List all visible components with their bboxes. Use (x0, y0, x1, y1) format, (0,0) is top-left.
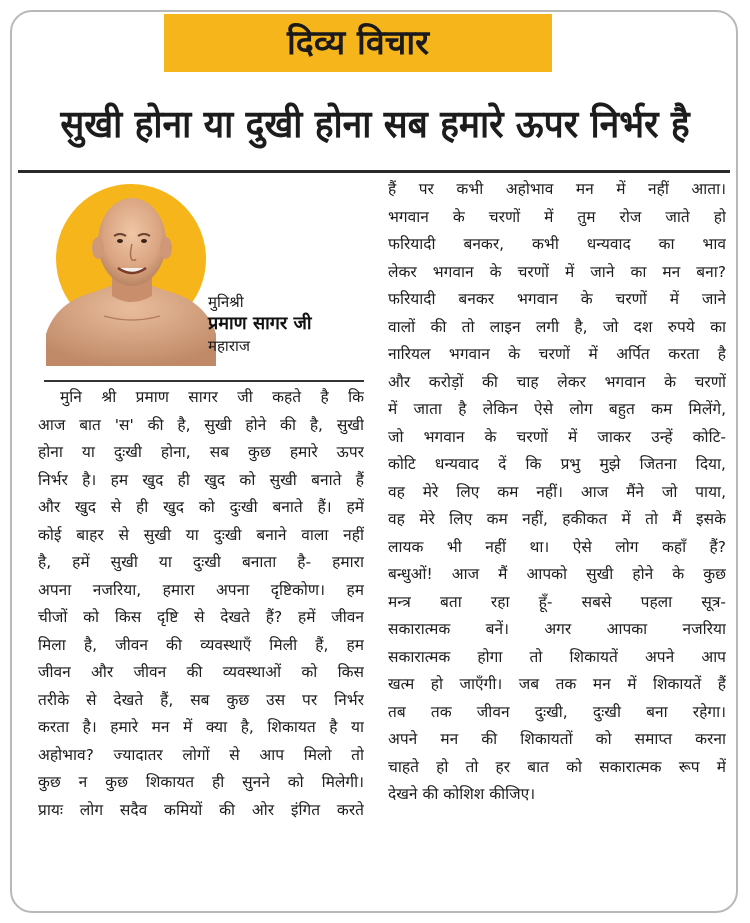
article-line: कुछ न कुछ शिकायत ही सुनने को मिलेगी। (38, 773, 364, 791)
author-portrait (46, 184, 216, 366)
article-line: तब तक जीवन दुःखी, दुःखी बना रहेगा। (388, 702, 726, 721)
article-line: सकारात्मक होगा तो शिकायतें अपने आप (388, 647, 726, 666)
article-line: चीजों को किस दृष्टि से देखते हैं? हमें जीवन (38, 608, 364, 626)
article-line: वह मेरे लिए कम नहीं। आज मैंने जो पाया, (388, 482, 726, 501)
author-prefix: मुनिश्री (208, 293, 244, 311)
article-line: कोई बाहर से सुखी या दुःखी बनाने वाला नहीं (38, 525, 364, 544)
author-caption (208, 292, 378, 356)
headline-divider (18, 170, 730, 173)
article-line: जो भगवान के चरणों में जाकर उन्हें कोटि- (388, 427, 726, 446)
article-line: और करोड़ों की चाह लेकर भगवान के चरणों (388, 372, 726, 391)
author-divider (44, 380, 364, 382)
article-line: सकारात्मक बनें। अगर आपका नजरिया (388, 620, 726, 638)
article-line: लेकर भगवान के चरणों में जाने का मन बना? (388, 262, 726, 281)
author-name: प्रमाण सागर जी (208, 313, 312, 334)
article-line: और खुद से ही खुद को दुःखी बनाते हैं। हमें (38, 498, 364, 516)
article-line: निर्भर है। हम खुद ही खुद को सुखी बनाते हैं (38, 470, 364, 489)
article-line: खत्म हो जाएँगी। जब तक मन में शिकायतें हैं (388, 675, 726, 693)
article-line: वह मेरे लिए कम नहीं, हकीकत में तो मैं इसके (388, 510, 726, 528)
article-column-left (38, 384, 364, 824)
section-banner (164, 14, 552, 72)
article-line: वालों की तो लाइन लगी है, जो दश रुपये का (388, 317, 726, 336)
article-line: है, हमें सुखी या दुःखी बनाता है- हमारा (38, 553, 364, 571)
article-line: फरियादी बनकर, कभी धन्यवाद का भाव (388, 235, 726, 253)
section-label: दिव्य विचार (286, 23, 430, 63)
article-line: प्रायः लोग सदैव कमियों की ओर इंगित करते (38, 800, 364, 819)
article-line: कोटि धन्यवाद दें कि प्रभु मुझे जितना दिया, (388, 455, 726, 473)
article-line: अपना नजरिया, हमारा अपना दृष्टिकोण। हम (38, 580, 364, 599)
article-line: मन्त्र बता रहा हूँ- सबसे पहला सूत्र- (388, 592, 726, 611)
article-line: करता है। हमारे मन में क्या है, शिकायत है या (38, 718, 364, 736)
article-column-right (388, 176, 726, 809)
article-line: देखने की कोशिश कीजिए। (388, 785, 536, 803)
article-line: चाहते हो तो हर बात को सकारात्मक रूप में (388, 757, 726, 776)
article-headline: सुखी होना या दुखी होना सब हमारे ऊपर निर्भर है (60, 102, 690, 146)
article-line: हैं पर कभी अहोभाव मन में नहीं आता। (388, 180, 726, 198)
author-block (36, 180, 376, 372)
article-line: अहोभाव? ज्यादातर लोगों से आप मिलो तो (38, 745, 364, 764)
article-line: भगवान के चरणों में तुम रोज जाते हो (388, 207, 726, 226)
article-line: में जाता है लेकिन ऐसे लोग बहुत कम मिलेंगे, (388, 400, 726, 418)
article-line: जीवन और जीवन की व्यवस्थाओं को किस (38, 663, 364, 681)
article-line: लायक भी नहीं था। ऐसे लोग कहाँ हैं? (388, 537, 726, 556)
article-line: होना या दुःखी होना, सब कुछ हमारे ऊपर (38, 443, 364, 461)
article-line: नारियल भगवान के चरणों में अर्पित करता है (388, 345, 726, 363)
article-line: मिला है, जीवन की व्यवस्थाएँ मिली हैं, हम (38, 635, 364, 654)
article-line: फरियादी बनकर भगवान के चरणों में जाने (388, 290, 726, 308)
article-line: बन्धुओं! आज मैं आपको सुखी होने के कुछ (388, 565, 726, 583)
article-line: तरीके से देखते हैं, सब कुछ उस पर निर्भर (38, 690, 364, 709)
author-suffix: महाराज (208, 337, 250, 355)
article-line: मुनि श्री प्रमाण सागर जी कहते है कि (60, 388, 364, 406)
article-line: आज बात 'स' की है, सुखी होने की है, सुखी (38, 415, 364, 434)
article-line: अपने मन की शिकायतों को समाप्त करना (388, 730, 726, 748)
